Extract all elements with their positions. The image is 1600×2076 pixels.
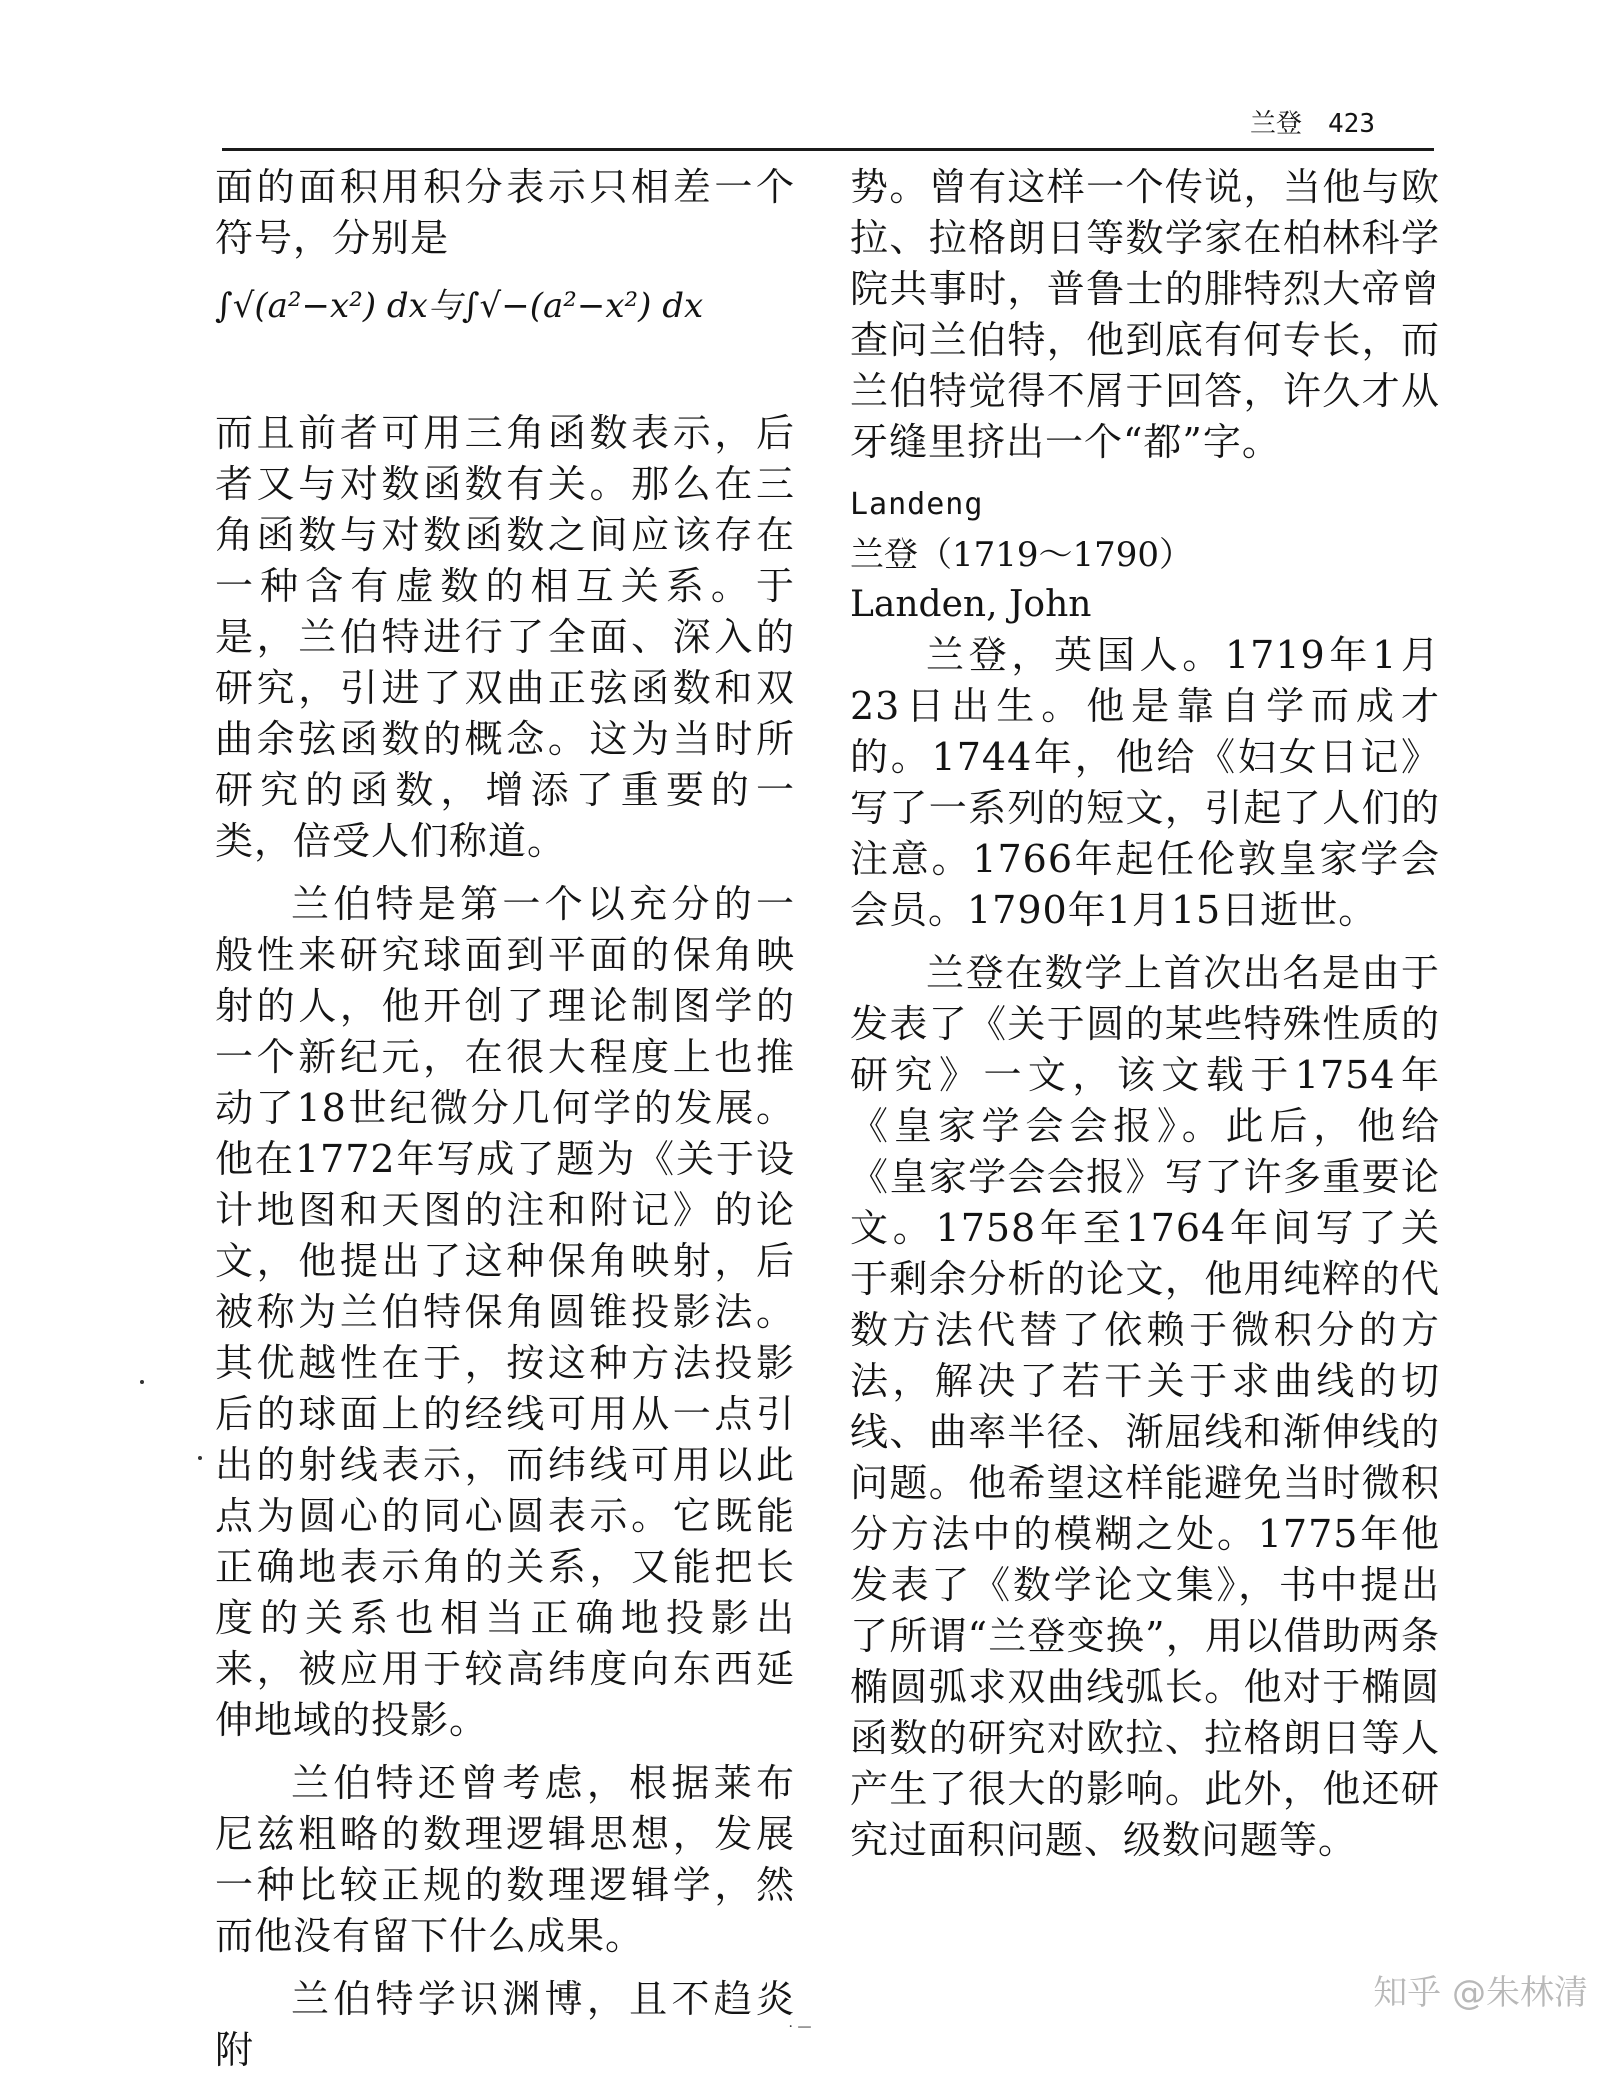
page-number: 423: [1328, 109, 1375, 139]
right-paragraph-1: 势。曾有这样一个传说，当他与欧拉、拉格朗日等数学家在柏林科学院共事时，普鲁士的腓特烈大帝曾查问兰伯特，他到底有何专长，而兰伯特觉得不屑于回答，许久才从牙缝里挤出一个“都”字。: [850, 165, 1440, 464]
entry-title: 兰登（1719～1790）: [850, 535, 1194, 575]
header-rule: [222, 148, 1434, 151]
left-paragraph-5: 兰伯特学识渊博，且不趋炎附: [215, 1977, 795, 2072]
left-column: [215, 162, 795, 2076]
margin-speck: [198, 1456, 202, 1460]
left-paragraph-2: 而且前者可用三角函数表示，后者又与对数函数有关。那么在三角函数与对数函数之间应该存在一种含有虚数的相互关系。于是，兰伯特进行了全面、深入的研究，引进了双曲正弦函数和双曲余弦函数的概念。这为当时所研究的函数，增添了重要的一类，倍受人们称道。: [215, 411, 795, 863]
right-paragraph-3: 兰登在数学上首次出名是由于发表了《关于圆的某些特殊性质的研究》一文，该文载于1754年《皇家学会会报》。此后，他给《皇家学会会报》写了许多重要论文。1758年至1764年间写了关于剩余分析的论文，他用纯粹的代数方法代替了依赖于微积分的方法，解决了若干关于求曲线的切线、曲率半径、渐屈线和渐伸线的问题。他希望这样能避免当时微积分方法中的模糊之处。1775年他发表了《数学论文集》，书中提出了所谓“兰登变换”，用以借助两条椭圆弧求双曲线弧长。他对于椭圆函数的研究对欧拉、拉格朗日等人产生了很大的影响。此外，他还研究过面积问题、级数问题等。: [850, 951, 1440, 1862]
right-column: [850, 162, 1440, 1878]
left-paragraph-4: 兰伯特还曾考虑，根据莱布尼兹粗略的数理逻辑思想，发展一种比较正规的数理逻辑学，然而他没有留下什么成果。: [215, 1761, 795, 1958]
running-head: [1250, 106, 1430, 142]
entry-name: Landen, John: [850, 584, 1092, 625]
footer-mark: · —: [788, 2019, 812, 2035]
left-paragraph-3: 兰伯特是第一个以充分的一般性来研究球面到平面的保角映射的人，他开创了理论制图学的一个新纪元，在很大程度上也推动了18世纪微分几何学的发展。他在1772年写成了题为《关于设计地图和天图的注和附记》的论文，他提出了这种保角映射，后被称为兰伯特保角圆锥投影法。其优越性在于，按这种方法投影后的球面上的经线可用从一点引出的射线表示，而纬线可用以此点为圆心的同心圆表示。它既能正确地表示角的关系，又能把长度的关系也相当正确地投影出来，被应用于较高纬度向东西延伸地域的投影。: [215, 882, 795, 1742]
margin-speck: [140, 1380, 144, 1384]
left-paragraph-1: 面的面积用积分表示只相差一个符号，分别是: [215, 165, 795, 260]
running-title: 兰登: [1250, 109, 1303, 139]
entry-tag: Landeng: [850, 487, 984, 522]
integral-formula: [215, 276, 795, 394]
watermark: 知乎 @朱林清: [1373, 1973, 1588, 2013]
right-paragraph-2: 兰登，英国人。1719年1月23日出生。他是靠自学而成才的。1744年，他给《妇女日记》写了一系列的短文，引起了人们的注意。1766年起任伦敦皇家学会会员。1790年1月15日逝世。: [850, 633, 1440, 932]
formula-text: ∫√(a²−x²) dx与∫√−(a²−x²) dx: [215, 286, 704, 326]
